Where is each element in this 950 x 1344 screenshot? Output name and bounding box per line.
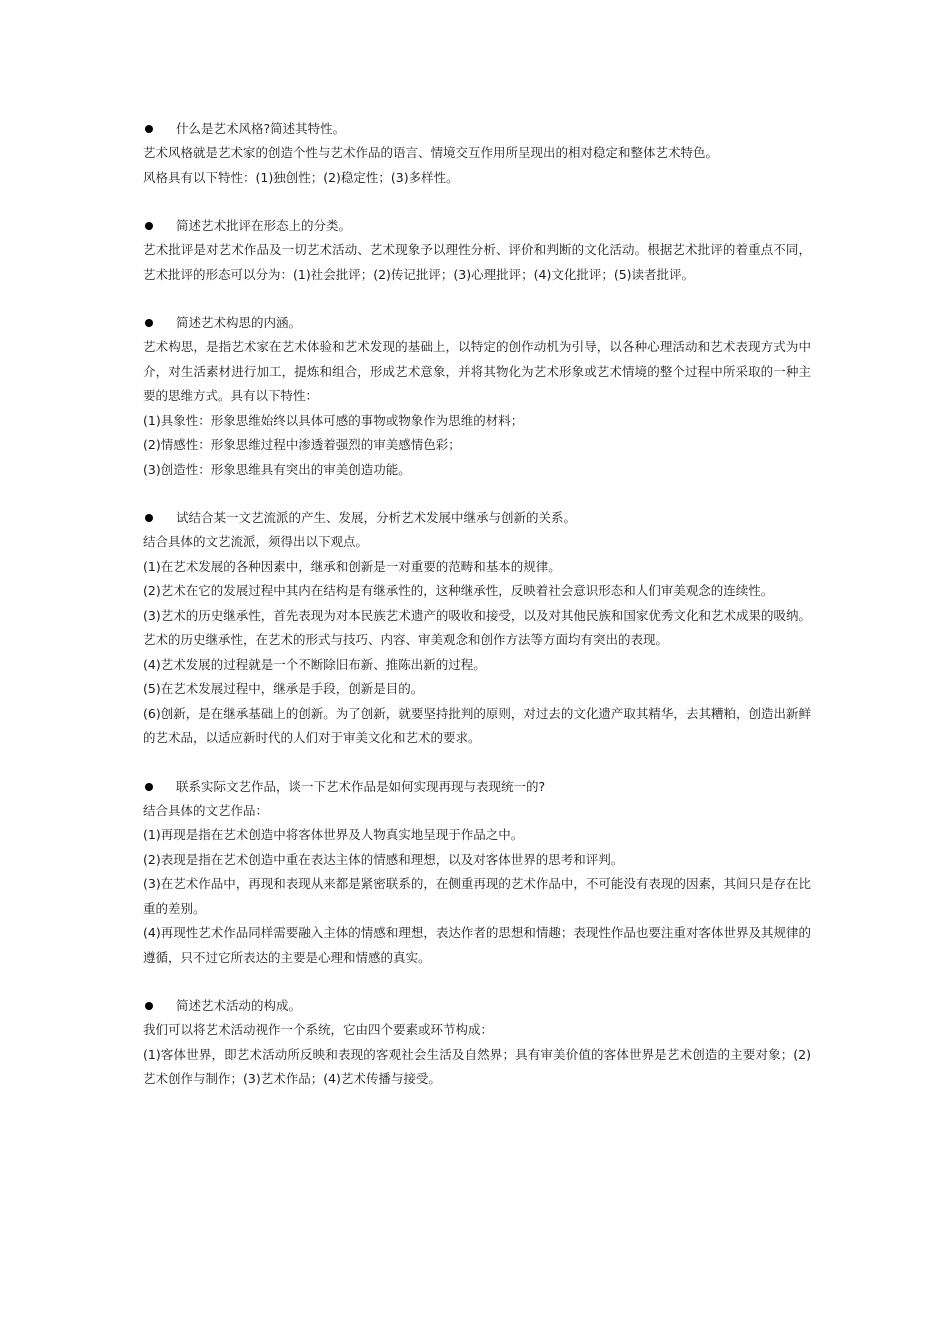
question-heading [143,311,811,335]
question-heading [143,994,811,1018]
bullet-icon [145,319,153,327]
bullet-icon [145,783,153,791]
bullet-icon [145,514,153,522]
bullet-icon [145,222,153,230]
bullet-icon [145,125,153,133]
answer-paragraph: (2)艺术在它的发展过程中其内在结构是有继承性的，这种继承性，反映着社会意识形态和人们审美观念的连续性。 [143,583,774,598]
answer-paragraph: (3)创造性：形象思维具有突出的审美创造功能。 [143,461,411,477]
question-text: 什么是艺术风格?简述其特性。 [176,121,346,136]
question-heading [143,506,811,530]
answer-paragraph: 艺术批评是对艺术作品及一切艺术活动、艺术现象予以理性分析、评价和判断的文化活动。根据艺术批评的着重点不同，艺术批评的形态可以分为：(1)社会批评；(2)传记批评；(3)心理批评；(4)文化批评；(5)读者批评。 [143,242,811,282]
answer-paragraph: (3)艺术的历史继承性，首先表现为对本民族艺术遗产的吸收和接受，以及对其他民族和国家优秀文化和艺术成果的吸纳。艺术的历史继承性，在艺术的形式与技巧、内容、审美观念和创作方法等方面均有突出的表现。 [143,607,811,647]
answer-paragraph: (3)在艺术作品中，再现和表现从来都是紧密联系的，在侧重再现的艺术作品中，不可能没有表现的因素，其间只是存在比重的差别。 [143,876,811,916]
answer-paragraph: 我们可以将艺术活动视作一个系统，它由四个要素或环节构成： [143,1022,494,1037]
bullet-icon [145,1002,153,1010]
question-text: 联系实际文艺作品，谈一下艺术作品是如何实现再现与表现统一的? [176,778,546,794]
answer-paragraph: (2)情感性：形象思维过程中渗透着强烈的审美感情色彩； [143,437,461,452]
answer-paragraph: 艺术风格就是艺术家的创造个性与艺术作品的语言、情境交互作用所呈现出的相对稳定和整体艺术特色。 [143,145,719,160]
question-text: 简述艺术构思的内涵。 [176,315,302,330]
answer-paragraph: 艺术构思，是指艺术家在艺术体验和艺术发现的基础上，以特定的创作动机为引导，以各种心理活动和艺术表现方式为中介，对生活素材进行加工，提炼和组合，形成艺术意象，并将其物化为艺术形象或艺术情境的整个过程中所采取的一种主要的思维方式。具有以下特性： [143,339,811,403]
answer-paragraph: (1)具象性：形象思维始终以具体可感的事物或物象作为思维的材料； [143,412,524,428]
question-heading [143,214,811,238]
section-inheritance-innovation [143,506,811,751]
document-body [143,117,811,1116]
section-art-conception [143,311,811,482]
answer-paragraph: 风格具有以下特性：(1)独创性；(2)稳定性；(3)多样性。 [143,169,459,185]
section-art-style [143,117,811,190]
answer-paragraph: (6)创新，是在继承基础上的创新。为了创新，就要坚持批判的原则，对过去的文化遗产取其精华，去其糟粕，创造出新鲜的艺术品，以适应新时代的人们对于审美文化和艺术的要求。 [143,705,811,745]
section-reproduction-expression [143,775,811,971]
answer-paragraph: 结合具体的文艺流派，须得出以下观点。 [143,534,369,549]
section-art-activity [143,994,811,1092]
question-text: 试结合某一文艺流派的产生、发展，分析艺术发展中继承与创新的关系。 [176,510,577,525]
answer-paragraph: (1)客体世界，即艺术活动所反映和表现的客观社会生活及自然界；具有审美价值的客体世界是艺术创造的主要对象；(2)艺术创作与制作；(3)艺术作品；(4)艺术传播与接受。 [143,1046,811,1086]
section-art-criticism [143,214,811,287]
question-text: 简述艺术批评在形态上的分类。 [176,218,352,233]
question-text: 简述艺术活动的构成。 [176,998,302,1013]
answer-paragraph: (1)在艺术发展的各种因素中，继承和创新是一对重要的范畴和基本的规律。 [143,558,561,574]
answer-paragraph: (5)在艺术发展过程中，继承是手段，创新是目的。 [143,681,424,696]
answer-paragraph: 结合具体的文艺作品： [143,802,269,818]
answer-paragraph: (2)表现是指在艺术创造中重在表达主体的情感和理想，以及对客体世界的思考和评判。 [143,851,624,867]
answer-paragraph: (4)艺术发展的过程就是一个不断除旧布新、推陈出新的过程。 [143,656,486,672]
question-heading [143,775,811,799]
question-heading [143,117,811,141]
answer-paragraph: (1)再现是指在艺术创造中将客体世界及人物真实地呈现于作品之中。 [143,827,524,842]
answer-paragraph: (4)再现性艺术作品同样需要融入主体的情感和理想，表达作者的思想和情趣；表现性作品也要注重对客体世界及其规律的遵循，只不过它所表达的主要是心理和情感的真实。 [143,925,811,965]
